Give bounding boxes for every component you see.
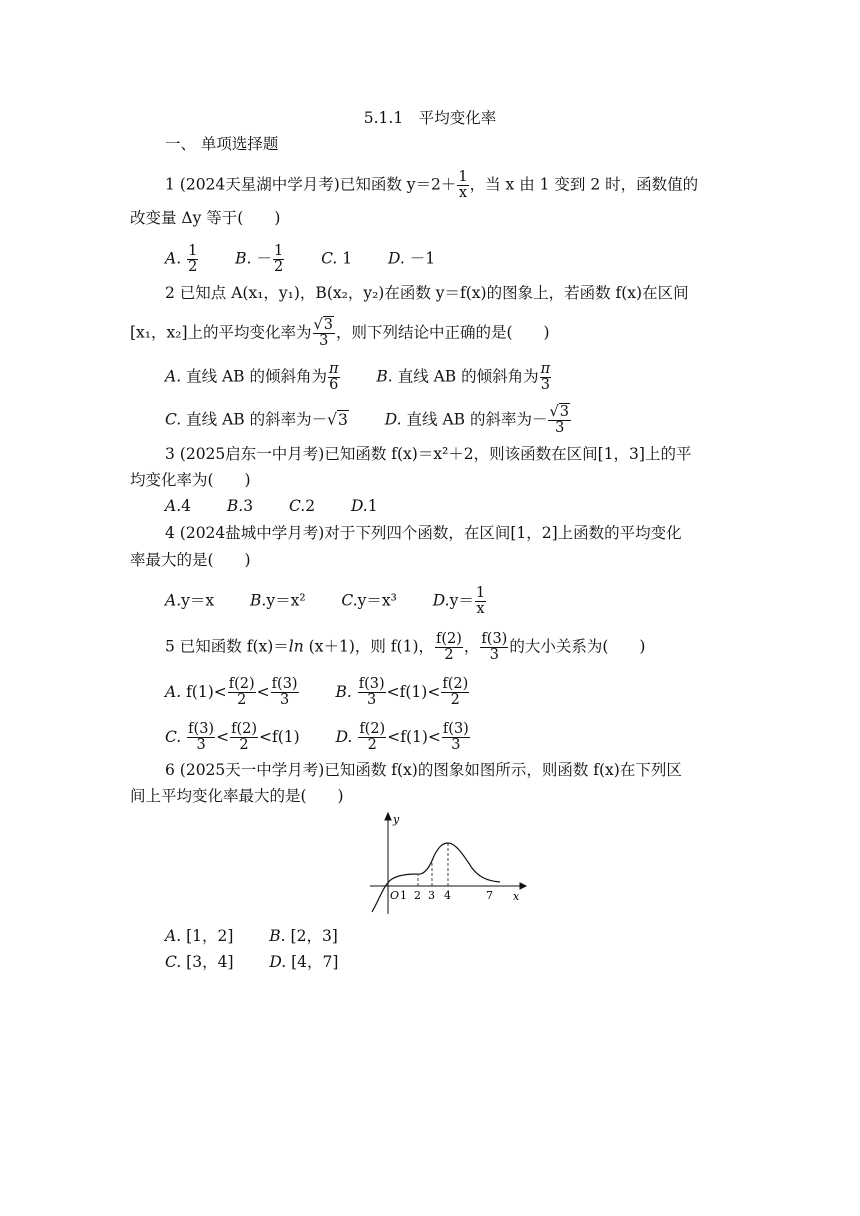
q4-stem-line1: 4 (2024盐城中学月考)对于下列四个函数，在区间[1，2]上函数的平均变化 — [165, 524, 682, 542]
q1-option-d: －1 — [409, 249, 436, 268]
q5-option-a: A. f(1)< $\frac{f(2)}{2}$ < $\frac{f(3)}{3}$ — [165, 676, 298, 709]
q2-option-d-label: D. — [384, 410, 402, 429]
q3-option-d: 1 — [367, 497, 378, 515]
q3-options: A.4 B.3 C.2 D.1 — [165, 497, 378, 515]
q2-rate-fraction: $\frac{√3}{3}$ — [313, 317, 333, 350]
q2-option-a-label: A. — [165, 367, 182, 386]
q1-options: A. $\frac{1}{2}$ B. － $\frac{1}{2}$ C. 1 D. －1 — [165, 243, 436, 276]
q6-stem-line2: 间上平均变化率最大的是( ) — [130, 787, 344, 805]
q2-stem-line1: 2 已知点 A(x₁，y₁)，B(x₂，y₂)在函数 y＝f(x)的图象上，若函数 f(x)在区间 — [165, 284, 689, 302]
q2-option-c: 直线 AB 的斜率为－ — [186, 410, 328, 429]
q5-options-row2 — [165, 722, 471, 753]
q4-option-a: y＝x — [181, 591, 215, 610]
q5-stem: 5 已知函数 f(x)＝ln (x＋1)，则 f(1)， $\frac{f(2)}{2}$ ， $\frac{f(3)}{3}$ 的大小关系为( ) — [165, 631, 646, 664]
q5-option-d: D. $\frac{f(2)}{2}$ <f(1)< $\frac{f(3)}{3}$ — [335, 721, 469, 754]
q2-option-d: 直线 AB 的斜率为－ — [406, 410, 548, 429]
q1-fraction: $\frac{1}{x}$ — [458, 169, 468, 202]
q6-option-d: [4，7] — [291, 953, 339, 971]
q1-option-a: $\frac{1}{2}$ — [188, 243, 198, 276]
q1-option-c-label: C. — [321, 249, 338, 268]
q3-option-a: 4 — [181, 497, 191, 515]
tick-label-1: 1 — [400, 889, 407, 902]
q1-option-c: 1 — [342, 249, 353, 268]
q4-option-b: y＝x² — [266, 591, 306, 610]
q3-option-b: 3 — [243, 497, 254, 515]
q1-option-a-label: A. — [165, 249, 182, 268]
section-heading: 一、 单项选择题 — [165, 135, 279, 153]
q4-option-c: y＝x³ — [357, 591, 397, 610]
q1-stem-line1: 1 (2024天星湖中学月考)已知函数 y＝2＋ $\frac{1}{x}$ ，当 x 由 1 变到 2 时，函数值的 — [165, 169, 699, 202]
q3-option-c: 2 — [305, 497, 316, 515]
q2-option-a: 直线 AB 的倾斜角为 — [186, 367, 328, 386]
q6-option-b: [2，3] — [290, 927, 338, 945]
q3-stem-line2: 均变化率为( ) — [130, 471, 251, 489]
q6-option-c: [3，4] — [186, 953, 234, 971]
y-axis-label: y — [393, 813, 400, 826]
origin-label: O — [390, 889, 400, 902]
q4-option-d: y＝ — [449, 591, 474, 610]
tick-label-3: 3 — [428, 889, 435, 902]
q6-option-a: [1，2] — [186, 927, 234, 945]
q6-stem-line1: 6 (2025天一中学月考)已知函数 f(x)的图象如图所示，则函数 f(x)在下列区 — [165, 761, 682, 779]
tick-label-2: 2 — [414, 889, 421, 902]
q2-options-row2: C. 直线 AB 的斜率为－√3 D. 直线 AB 的斜率为－ $\frac{√3}{3}$ — [165, 404, 569, 437]
q3-stem-line1: 3 (2025启东一中月考)已知函数 f(x)＝x²＋2，则该函数在区间[1，3]上的平 — [165, 445, 692, 463]
q1-stem-line2: 改变量 Δy 等于( ) — [130, 209, 281, 227]
q5-option-c: C. $\frac{f(3)}{3}$ < $\frac{f(2)}{2}$ <f(1) — [165, 721, 300, 754]
tick-label-7: 7 — [486, 889, 493, 902]
q2-options-row1: A. 直线 AB 的倾斜角为 $\frac{\pi}{6}$ B. 直线 AB 的倾斜角为 $\frac{\pi}{3}$ — [165, 361, 551, 394]
q5-option-b: B. $\frac{f(3)}{3}$ <f(1)< $\frac{f(2)}{2}$ — [335, 676, 469, 709]
q6-options-row1: A. [1，2] B. [2，3] — [165, 927, 338, 945]
q1-option-b-label: B. — [235, 249, 252, 268]
q2-option-b-label: B. — [376, 367, 393, 386]
q2-option-b: 直线 AB 的倾斜角为 — [397, 367, 539, 386]
q4-options: A.y＝x B.y＝x² C.y＝x³ D.y＝ $\frac{1}{x}$ — [165, 585, 486, 618]
q4-stem-line2: 率最大的是( ) — [130, 551, 251, 569]
graph-dashed-guides — [418, 843, 448, 886]
q6-options-row2: C. [3，4] D. [4，7] — [165, 953, 339, 971]
q2-option-c-label: C. — [165, 410, 182, 429]
q1-option-b: $\frac{1}{2}$ — [273, 243, 284, 276]
page-title: 5.1.1 平均变化率 — [363, 109, 497, 127]
q1-option-d-label: D. — [387, 249, 405, 268]
q2-stem-line2: [x₁，x₂]上的平均变化率为 $\frac{√3}{3}$ ，则下列结论中正确的是( ) — [130, 317, 550, 350]
q6-function-graph — [360, 810, 530, 920]
tick-label-4: 4 — [444, 889, 451, 902]
x-axis-label: x — [513, 890, 520, 903]
q5-options-row1 — [165, 677, 470, 708]
